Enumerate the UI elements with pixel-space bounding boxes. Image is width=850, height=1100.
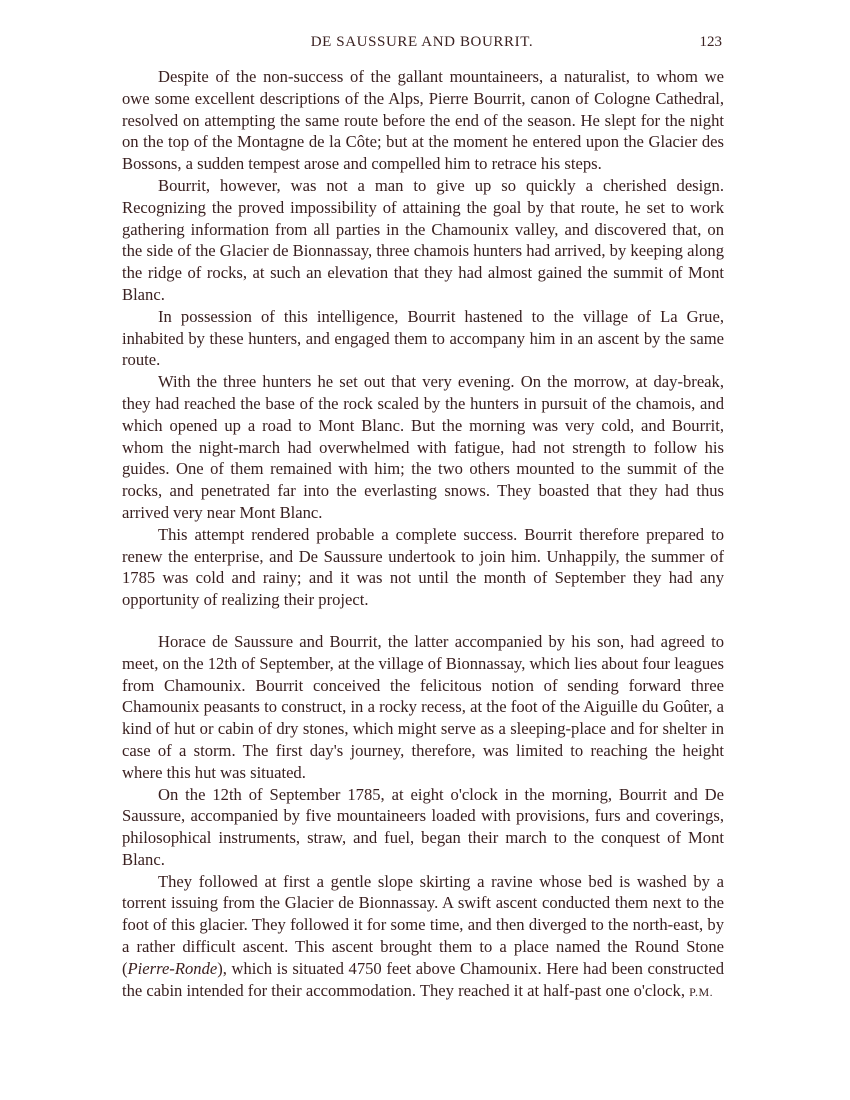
small-caps-abbrev: P.M. xyxy=(689,984,714,999)
page-number: 123 xyxy=(699,34,722,50)
italic-place-name: Pierre-Ronde xyxy=(127,958,218,978)
paragraph: With the three hunters he set out that very evening. On the morrow, at day-break, they had reached the base of the rock scaled by the hunters in pursuit of the chamois, and which opened up a road to Mont Blanc. But the morning was very cold, and Bourrit, whom the night-march had overwhelmed with fatigue, had not strength to follow his guides. One of them remained with him; the two others mounted to the summit of the rocks, and penetrated far into the everlasting snows. They boasted that they had thus arrived very near Mont Blanc. xyxy=(122,372,724,522)
paragraph xyxy=(122,871,724,1004)
body-text xyxy=(122,66,724,1003)
paragraph: On the 12th of September 1785, at eight o'clock in the morning, Bourrit and De Saussure, accompanied by five mountaineers loaded with provisions, furs and coverings, philosophical instruments, straw, and fuel, began their march to the conquest of Mont Blanc. xyxy=(122,784,724,869)
paragraph: Horace de Saussure and Bourrit, the latter accompanied by his son, had agreed to meet, on the 12th of September, at the village of Bionnassay, which lies about four leagues from Chamounix. Bourrit conceived the felicitous notion of sending forward three Chamounix peasants to construct, in a rocky recess, at the foot of the Aiguille du Goûter, a kind of hut or cabin of dry stones, which might serve as a sleeping-place and for shelter in case of a storm. The first day's journey, therefore, was limited to reaching the height where this hut was situated. xyxy=(122,631,724,782)
running-title: DE SAUSSURE AND BOURRIT. xyxy=(310,34,534,50)
paragraph: Bourrit, however, was not a man to give up so quickly a cherished design. Recognizing the proved impossibility of attaining the goal by that route, he set to work gathering information from all parties in the Chamounix valley, and discovered that, on the side of the Glacier de Bionnassay, three chamois hunters had arrived, by keeping along the ridge of rocks, at such an elevation that they had almost gained the summit of Mont Blanc. xyxy=(122,175,724,304)
paragraph-text: They followed at first a gentle slope skirting a ravine whose bed is washed by a torrent issuing from the Glacier de Bionnassay. A swift ascent conducted them next to the foot of this glacier. They followed it for some time, and then diverged to the north-east, by a rather difficult ascent. This ascent brought them to a place named the Round Stone ( xyxy=(122,871,724,978)
page-header xyxy=(122,34,722,56)
paragraph: This attempt rendered probable a complete success. Bourrit therefore prepared to renew the enterprise, and De Saussure undertook to join him. Unhappily, the summer of 1785 was cold and rainy; and it was not until the month of September they had any opportunity of realizing their project. xyxy=(122,524,724,610)
paragraph: Despite of the non-success of the gallant mountaineers, a naturalist, to whom we owe some excellent descriptions of the Alps, Pierre Bourrit, canon of Cologne Cathedral, resolved on attempting the same route before the end of the season. He slept for the night on the top of the Montagne de la Côte; but at the moment he entered upon the Glacier des Bossons, a sudden tempest arose and compelled him to retrace his steps. xyxy=(122,67,724,174)
paragraph: In possession of this intelligence, Bourrit hastened to the village of La Grue, inhabited by these hunters, and engaged them to accompany him in an ascent by the same route. xyxy=(122,306,724,370)
paragraph-text: ), which is situated 4750 feet above Chamounix. Here had been constructed the cabin intended for their accommodation. They reached it at half-past one o'clock, xyxy=(122,958,724,1000)
